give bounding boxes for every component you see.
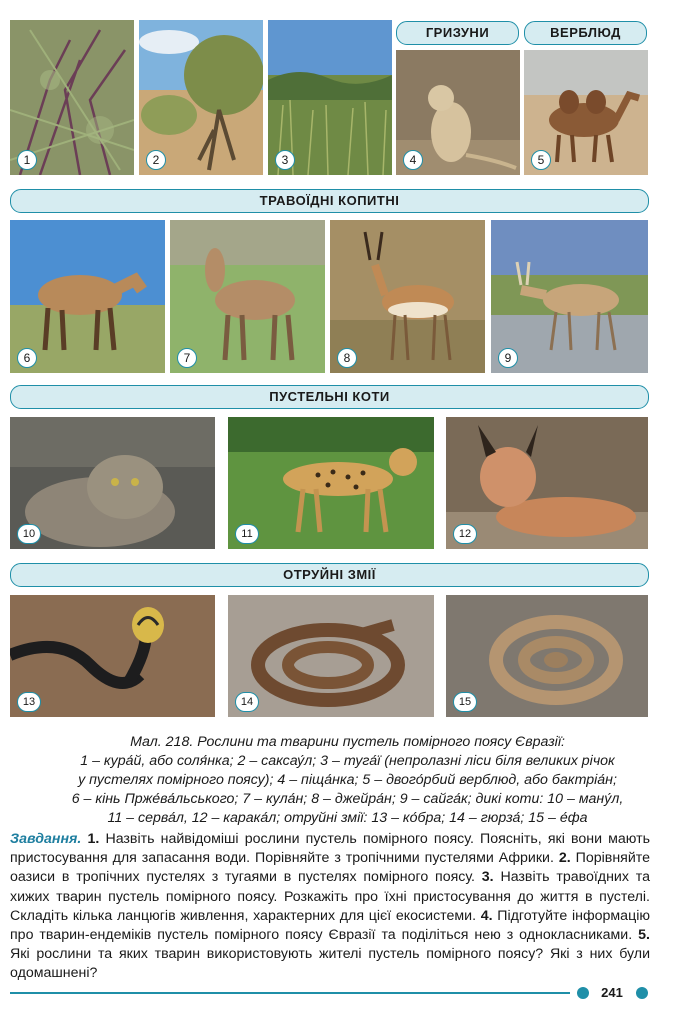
task-item: Назвіть травоїдних та хижих тварин пустель помірного поясу. Розкажіть про їхні пристосування до життя в пустелі. Складіть кілька ланцюгів живлення, характерних для цієї екосистеми.: [10, 869, 650, 924]
header-camel: ВЕРБЛЮД: [524, 21, 647, 45]
task-label: Завдання.: [10, 831, 82, 847]
task-item: Підготуйте інформацію про тварин-ендеміків пустель помірного поясу Євразії та поділіться нею з однокласниками.: [10, 907, 650, 944]
photo-number: 9: [498, 348, 518, 368]
caption-line: 6 – кінь Прже́ва́льського; 7 – кула́н; 8 – джейра́н; 9 – сайга́к; дикі коти: 10 – ману́л,: [71, 791, 624, 807]
photo-number: 15: [453, 692, 477, 712]
photo-serval: [228, 417, 434, 549]
caption-line: 11 – серва́л, 12 – карака́л; отруйні змії: 13 – ко́бра; 14 – гюрза́; 15 – е́фа: [107, 810, 588, 826]
footer-rule: [10, 992, 570, 994]
photo-number: 4: [403, 150, 423, 170]
photo-number: 8: [337, 348, 357, 368]
figure-caption: [6, 733, 689, 828]
task-item: Порівняйте оазиси в тропічних пустелях з тугаями в пустелях помірного поясу.: [10, 850, 650, 886]
photo-number: 12: [453, 524, 477, 544]
photo-kurai-saltwort: [10, 20, 134, 175]
caption-line: 1 – кура́й, або соля́нка; 2 – саксау́л; 3 – туга́ї (непролазні ліси біля великих річок: [80, 753, 615, 769]
photo-number: 2: [146, 150, 166, 170]
photo-przewalski-horse: [10, 220, 165, 373]
header-venomous-snakes: ОТРУЙНІ ЗМІЇ: [10, 563, 649, 587]
photo-number: 11: [235, 524, 259, 544]
photo-kulan: [170, 220, 325, 373]
task-number: 1.: [87, 831, 100, 847]
task-text: [10, 830, 650, 984]
photo-number: 14: [235, 692, 259, 712]
photo-goitered-gazelle: [330, 220, 485, 373]
photo-number: 10: [17, 524, 41, 544]
photo-saxaul: [139, 20, 263, 175]
page-number: 241: [601, 985, 623, 1000]
task-item: Які рослини та яких тварин використовують жителі пустель помірного поясу? Які з них були одомашнені?: [10, 946, 650, 982]
header-ungulates: ТРАВОЇДНІ КОПИТНІ: [10, 189, 649, 213]
photo-caracal: [446, 417, 648, 549]
task-number: 3.: [481, 869, 494, 886]
photo-efa: [446, 595, 648, 717]
photo-cobra: [10, 595, 215, 717]
task-item: Назвіть найвідоміші рослини пустель помірного поясу. Поясніть, які вони мають пристосування для запасання води. Порівняйте з тропічними пустелями Африки.: [10, 831, 651, 867]
task-number: 4.: [480, 907, 493, 924]
caption-line: у пустелях помірного поясу); 4 – піща́нка; 5 – двого́рбий верблюд, або бактріа́н;: [78, 772, 617, 788]
photo-number: 7: [177, 348, 197, 368]
task-number: 5.: [638, 927, 650, 944]
header-desert-cats: ПУСТЕЛЬНІ КОТИ: [10, 385, 649, 409]
photo-tugai: [268, 20, 392, 175]
photo-number: 1: [17, 150, 37, 170]
photo-gerbil: [396, 50, 520, 175]
photo-number: 13: [17, 692, 41, 712]
photo-number: 6: [17, 348, 37, 368]
task-number: 2.: [558, 850, 571, 867]
photo-bactrian-camel: [524, 50, 648, 175]
photo-number: 5: [531, 150, 551, 170]
photo-manul: [10, 417, 215, 549]
footer-dot-right: [636, 987, 648, 999]
photo-saiga: [491, 220, 648, 373]
header-rodents: ГРИЗУНИ: [396, 21, 519, 45]
photo-gyurza: [228, 595, 434, 717]
photo-number: 3: [275, 150, 295, 170]
caption-title: Мал. 218. Рослини та тварини пустель помірного поясу Євразії:: [130, 734, 565, 750]
